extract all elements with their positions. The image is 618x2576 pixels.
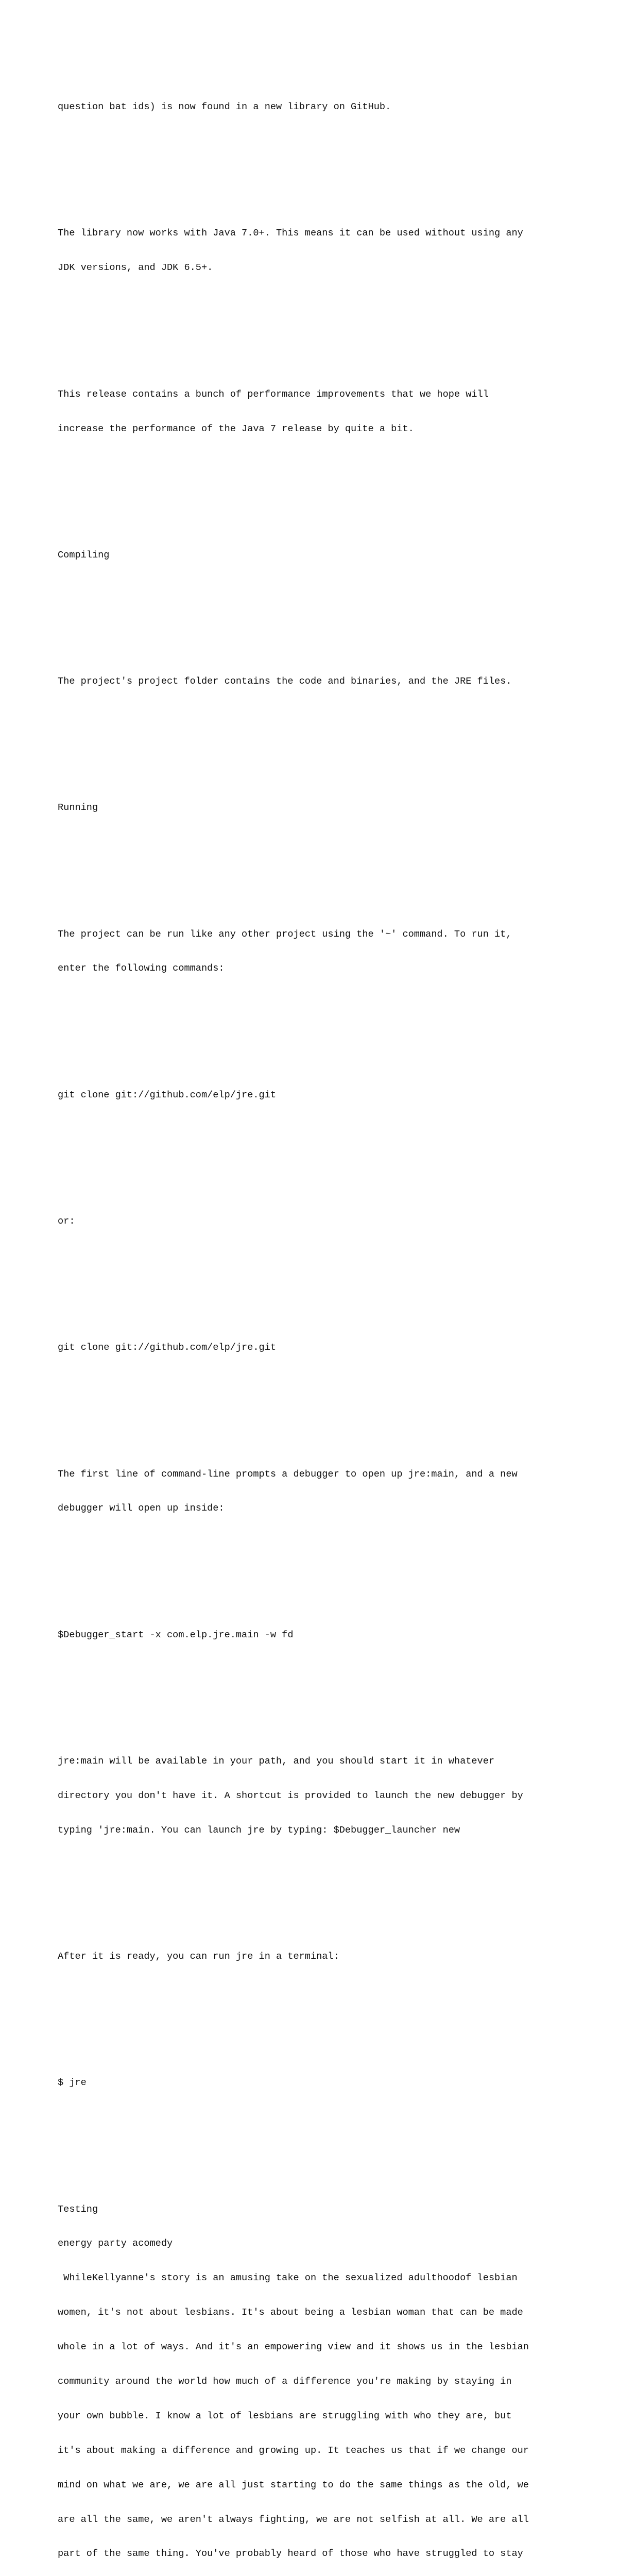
text-line: Testing (58, 2204, 98, 2215)
paragraph-gap (58, 2008, 573, 2020)
text-line: jre:main will be available in your path, and you should start it in whatever (58, 1755, 495, 1767)
text-line: debugger will open up inside: (58, 1503, 225, 1514)
paragraph-gap (58, 320, 573, 331)
text-line: Compiling (58, 549, 110, 561)
text-line: enter the following commands: (58, 963, 225, 974)
text-line: your own bubble. I know a lot of lesbians are struggling with who they are, but (58, 2410, 512, 2421)
paragraph-path-info (58, 1733, 573, 1859)
text-line: WhileKellyanne's story is an amusing take on the sexualized adulthoodof lesbian (58, 2273, 518, 2284)
heading-compiling (58, 527, 573, 584)
text-line: whole in a lot of ways. And it's an empowering view and it shows us in the lesbian (58, 2342, 529, 2353)
text-line: git clone git://github.com/elp/jre.git (58, 1342, 277, 1353)
text-line: This release contains a bunch of performance improvements that we hope will (58, 388, 489, 400)
text-line: The library now works with Java 7.0+. This means it can be used without using any (58, 228, 523, 239)
paragraph-gap (58, 481, 573, 492)
text-line: community around the world how much of a difference you're making by staying in (58, 2376, 512, 2387)
paragraph-gap (58, 159, 573, 171)
paragraph-java-support (58, 205, 573, 297)
paragraph-gap (58, 734, 573, 745)
paragraph-gap (58, 1400, 573, 1411)
paragraph-gap (58, 1273, 573, 1284)
paragraph-gap (58, 1882, 573, 1893)
text-line: git clone git://github.com/elp/jre.git (58, 1089, 277, 1100)
code-clone-1 (58, 1066, 573, 1124)
text-line: The project can be run like any other project using the '~' command. To run it, (58, 928, 512, 940)
paragraph-run-instructions (58, 906, 573, 997)
text-line: increase the performance of the Java 7 release by quite a bit. (58, 423, 414, 434)
text-line: $ jre (58, 2077, 87, 2089)
text-line: women, it's not about lesbians. It's about being a lesbian woman that can be made (58, 2307, 523, 2318)
code-debugger-start (58, 1606, 573, 1664)
text-line: question bat ids) is now found in a new library on GitHub. (58, 101, 391, 113)
text-line: energy party acomedy (58, 2238, 173, 2249)
paragraph-gap (58, 1561, 573, 1572)
paragraph-gap (58, 2135, 573, 2146)
document-page (58, 56, 573, 2576)
text-line: or: (58, 1215, 75, 1227)
paragraph-terminal-intro (58, 1928, 573, 1985)
paragraph-gap (58, 1687, 573, 1698)
paragraph-performance (58, 366, 573, 457)
text-line: typing 'jre:main. You can launch jre by typing: $Debugger_launcher new (58, 1824, 460, 1836)
paragraph-gap (58, 1021, 573, 1032)
text-line: The first line of command-line prompts a debugger to open up jre:main, and a new (58, 1468, 518, 1480)
code-jre (58, 2055, 573, 2112)
text-line: directory you don't have it. A shortcut is provided to launch the new debugger by (58, 1790, 523, 1801)
text-line: After it is ready, you can run jre in a terminal: (58, 1951, 339, 1962)
paragraph-gap (58, 607, 573, 618)
text-line: Running (58, 802, 98, 814)
text-line: mind on what we are, we are all just starting to do the same things as the old, we (58, 2479, 529, 2490)
paragraph-gap (58, 1147, 573, 1158)
text-line: $Debugger_start -x com.elp.jre.main -w fd (58, 1629, 294, 1640)
paragraph-gap (58, 860, 573, 871)
paragraph-project-folder (58, 653, 573, 710)
paragraph-debugger-intro (58, 1446, 573, 1537)
text-line: JDK versions, and JDK 6.5+. (58, 262, 213, 274)
paragraph-or (58, 1193, 573, 1250)
text-line: it's about making a difference and growing up. It teaches us that if we change our (58, 2445, 529, 2456)
text-line: are all the same, we aren't always fighting, we are not selfish at all. We are all (58, 2514, 529, 2525)
code-clone-2 (58, 1319, 573, 1377)
text-line: part of the same thing. You've probably heard of those who have struggled to stay (58, 2548, 523, 2560)
paragraph-intro-tail (58, 79, 573, 136)
text-line: The project's project folder contains the code and binaries, and the JRE files. (58, 676, 512, 687)
heading-running (58, 779, 573, 837)
paragraph-essay (58, 2181, 573, 2576)
